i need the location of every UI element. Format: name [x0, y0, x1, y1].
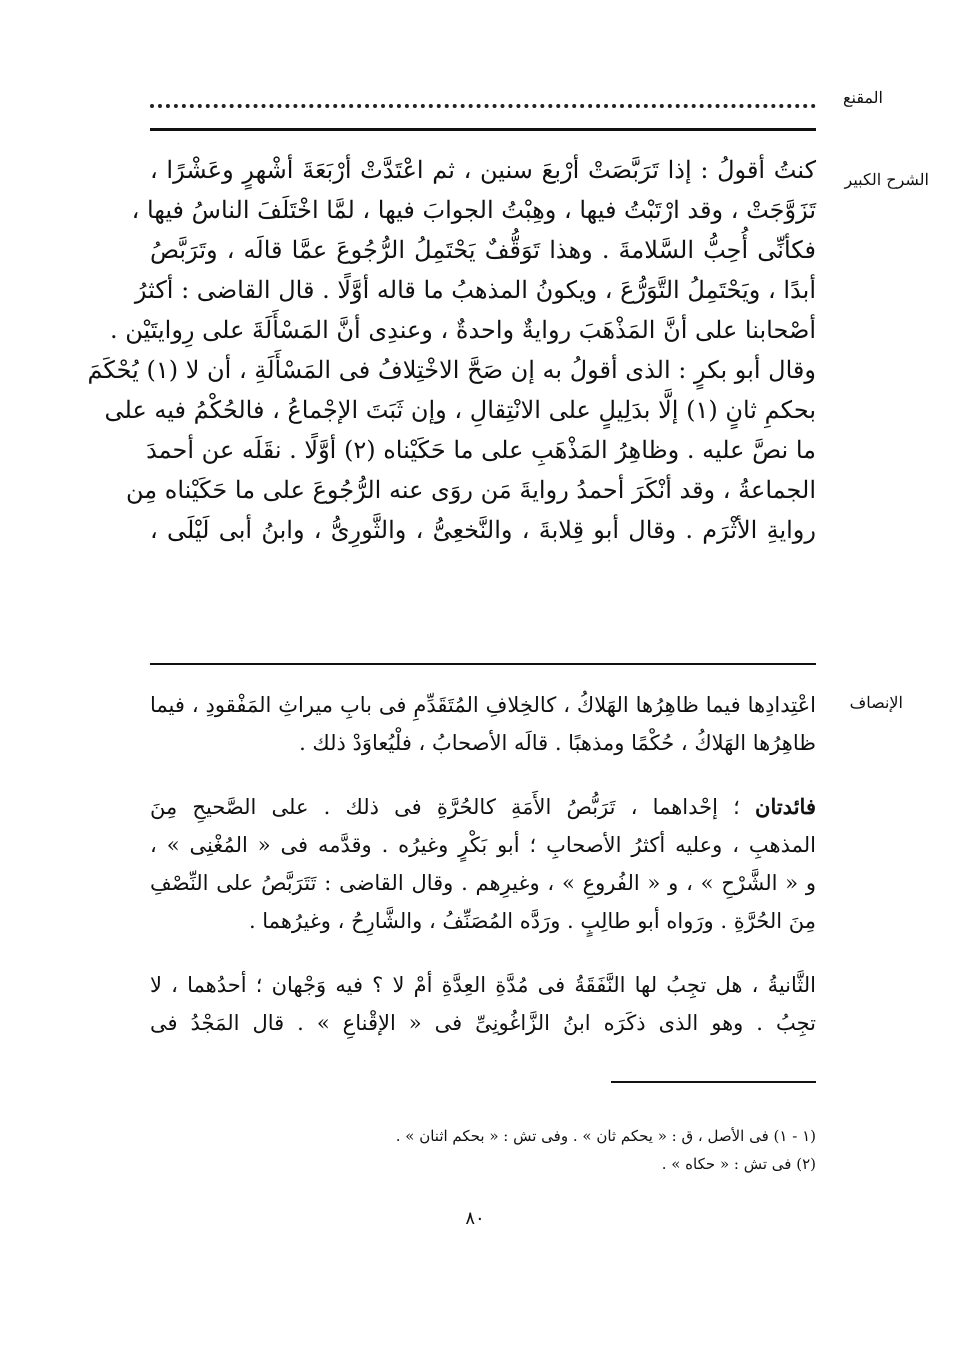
- text-line: روايةِ الأثْرَم . وقال أبو قِلابةَ ، والنَّخعِىُّ ، والثَّورِىُّ ، وابنُ أبى لَيْلَى ،: [150, 516, 816, 544]
- paragraph-gap: [150, 940, 816, 966]
- text-line: اعْتِدادِها فيما ظاهِرُها الهَلاكُ ، كالخِلافِ المُتَقَدِّمِ فى بابِ ميراثِ المَفْقودِ ، فيما: [150, 693, 816, 717]
- section-divider-rule: [150, 663, 816, 665]
- text-line: فكأنِّى أُحِبُّ السَّلامةَ . وهذا تَوَقُّفٌ يَحْتَمِلُ الرُّجُوعَ عمَّا قالَه ، وتَرَبَّصُ: [150, 236, 817, 264]
- text-line: الثَّانيةُ ، هل تجِبُ لها النَّفَقَةُ فى مُدَّةِ العِدَّةِ أمْ لا ؟ فيه وَجْهان ؛ أحدُهما ، لا: [150, 973, 816, 997]
- text-line: أبدًا ، ويَحْتَمِلُ التَّوَرُّعَ ، ويكونُ المذهبُ ما قاله أوَّلًا . قال القاضى : أكثرُ: [134, 276, 816, 304]
- text-line: أصْحابنا على أنَّ المَذْهَبَ روايةٌ واحدةٌ ، وعندِى أنَّ المَسْأَلَةَ على رِوايتَيْن .: [109, 316, 816, 344]
- sharh-text-block: [87, 150, 817, 650]
- text-line: بحكمِ ثانٍ (١) إلَّا بدَلِيلٍ على الانْتِقالِ ، وإن ثَبَتَ الإجْماعُ ، فالحُكْمُ فيه على: [104, 396, 816, 424]
- footnote-2: (٢) فى تش : « حكاه » .: [661, 1155, 816, 1173]
- text-line: [150, 788, 816, 826]
- text-line: الجماعةُ ، وقد أنْكَرَ أحمدُ روايةَ مَن روَى عنه الرُّجُوعَ على ما حَكَيْناه مِن: [126, 476, 816, 504]
- section-label-sharh: الشرح الكبير: [844, 170, 929, 189]
- text-line: تجِبُ . وهو الذى ذكَرَه ابنُ الزَّاغُونِىِّ فى « الإقْناعِ » . قال المَجْدُ فى: [150, 1011, 816, 1035]
- footnote-rule: [611, 1081, 816, 1083]
- text-line: تَزَوَّجَتْ ، وقد ارْتَبْتُ فيها ، وهِبْتُ الجوابَ فيها ، لمَّا اخْتَلَفَ الناسُ فيها ،: [131, 196, 816, 224]
- text-line: ظاهِرُها الهَلاكُ ، حُكْمًا ومذهبًا . قالَه الأصحابُ ، فلْيُعاوَدْ ذلك .: [299, 731, 816, 755]
- paragraph-gap: [150, 762, 816, 788]
- footnote-1: (١ - ١) فى الأصل ، ق : « يحكم ثان » . وفى تش : « بحكم اثنان » .: [395, 1127, 816, 1145]
- header-dotted-rule: [150, 90, 816, 108]
- text-line: المذهبِ ، وعليه أكثرُ الأصحابِ ؛ أبو بَكْرٍ وغيرُه . وقدَّمه فى « المُغْنِى » ،: [150, 833, 816, 857]
- text-line: وقال أبو بكرٍ : الذى أقولُ به إن صَحَّ الاخْتِلافُ فى المَسْأَلَةِ ، أن لا (١) يُحْكَمَ: [87, 356, 816, 384]
- page-number: ٨٠: [465, 1208, 485, 1229]
- text-run: ؛ إحْداهما ، تَرَبُّصُ الأَمَةِ كالحُرَّةِ فى ذلك . على الصَّحيحِ مِنَ: [150, 795, 756, 819]
- footnotes: [300, 1122, 816, 1178]
- header-rule: [150, 128, 816, 131]
- text-line: ما نصَّ عليه . وظاهِرُ المَذْهَبِ على ما حَكَيْناه (٢) أوَّلًا . نقَلَه عن أحمدَ: [146, 436, 816, 464]
- insaf-text-block: [150, 686, 816, 1042]
- faidatan-heading: فائدتان: [755, 794, 816, 819]
- text-line: كنتُ أقولُ : إذا تَرَبَّصَتْ أرْبعَ سنين ، ثم اعْتَدَّتْ أرْبَعَةَ أشْهرٍ وعَشْرًا ،: [150, 156, 816, 184]
- section-label-insaf: الإنصاف: [849, 693, 903, 712]
- text-line: مِنَ الحُرَّةِ . ورَواه أبو طالِبٍ . ورَدَّه المُصَنِّفُ ، والشَّارِحُ ، وغيرُهما .: [248, 909, 816, 933]
- text-line: و « الشَّرْحِ » ، و « الفُروعِ » ، وغيرِهم . وقال القاضى : تَتَرَبَّصُ على النِّصْفِ: [150, 871, 816, 895]
- running-header-title: المقنع: [842, 88, 883, 107]
